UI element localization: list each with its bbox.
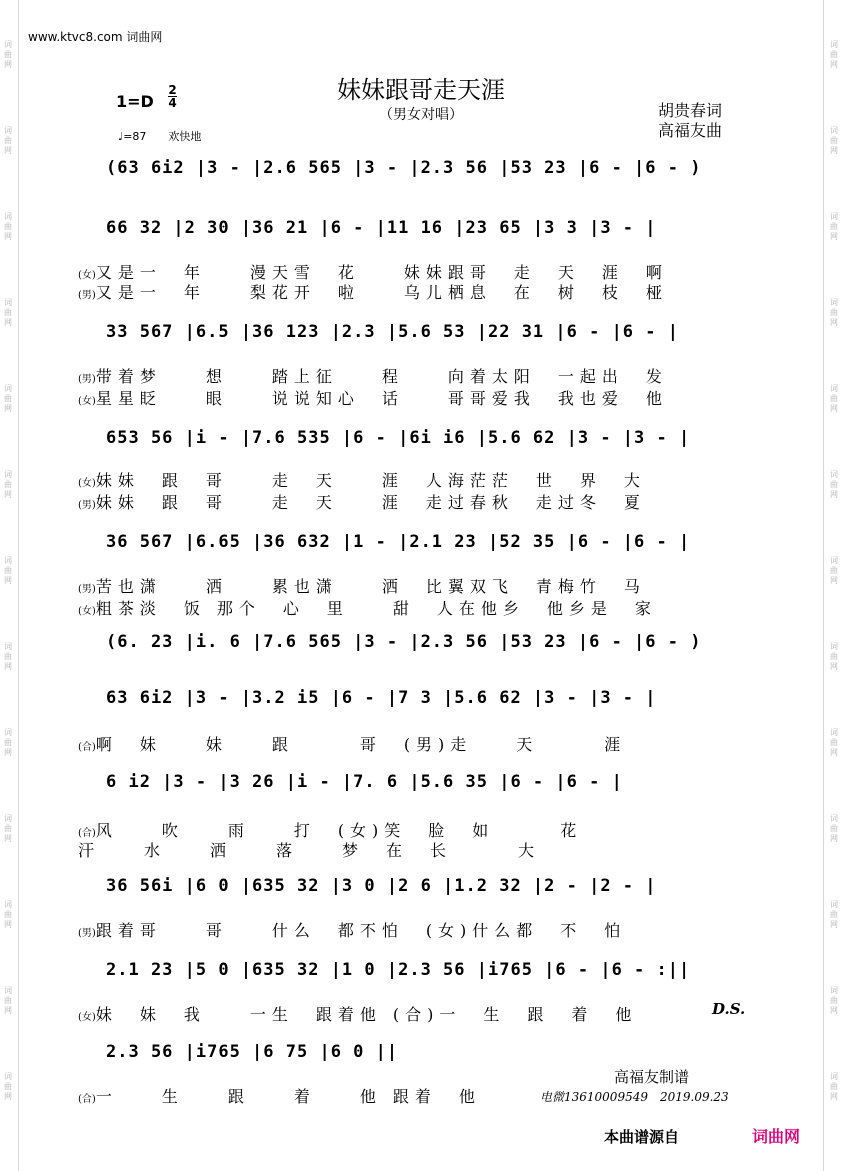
time-sig-top: 2: [168, 83, 177, 97]
watermark-text: 词曲网: [830, 986, 838, 1015]
lyric-text: 妹妹 跟 哥 走 天 涯 人海茫茫 世 界 大: [95, 471, 646, 490]
watermark-text: 词曲网: [4, 1072, 12, 1101]
singer-tag: (男): [78, 928, 96, 939]
lyric-text: 妹妹 跟 哥 走 天 涯 走过春秋 走过冬 夏: [95, 493, 646, 512]
song-subtitle: （男女对唱）: [379, 107, 463, 123]
lyric-text: 粗茶淡 饭 那个 心 里 甜 人在他乡 他乡是 家: [95, 599, 657, 618]
lyric-line: [78, 596, 718, 619]
lyric-line: [78, 386, 718, 409]
lyric-text: 跟着哥 哥 什么 都不怕 (女)什么都 不 怕: [95, 921, 627, 940]
watermark-text: 词曲网: [830, 40, 838, 69]
lyric-line: [78, 1002, 718, 1025]
notation-row: 2.3 56 |i765 |6 75 |6 0 ||: [106, 1042, 399, 1062]
singer-tag: (男): [78, 584, 96, 595]
singer-tag: (合): [78, 1094, 96, 1105]
contact-info: 电微13610009549 2019.09.23: [540, 1090, 729, 1104]
song-title: 妹妹跟哥走天涯: [337, 76, 505, 104]
watermark-text: 词曲网: [4, 212, 12, 241]
watermark-text: 词曲网: [830, 126, 838, 155]
notation-row: 2.1 23 |5 0 |635 32 |1 0 |2.3 56 |i765 |6 - |6 - :||: [106, 960, 691, 980]
notation-row: (6. 23 |i. 6 |7.6 565 |3 - |2.3 56 |53 23 |6 - |6 - ): [106, 632, 702, 652]
watermark-text: 词曲网: [830, 384, 838, 413]
singer-tag: (女): [78, 606, 96, 617]
watermark-text: 词曲网: [4, 126, 12, 155]
singer-tag: (合): [78, 742, 96, 753]
watermark-text: 词曲网: [830, 1072, 838, 1101]
watermark-text: 词曲网: [4, 384, 12, 413]
lyric-line: [78, 364, 718, 387]
watermark-text: 词曲网: [4, 986, 12, 1015]
notation-row: 63 6i2 |3 - |3.2 i5 |6 - |7 3 |5.6 62 |3 - |3 - |: [106, 688, 657, 708]
lyric-text: 啊 妹 妹 跟 哥 (男)走 天 涯: [95, 735, 627, 754]
lyric-line: [78, 918, 718, 941]
time-signature: [168, 84, 177, 109]
singer-tag: (女): [78, 396, 96, 407]
watermark-text: 词曲网: [830, 298, 838, 327]
source-label: 本曲谱源自: [604, 1128, 680, 1146]
singer-tag: (女): [78, 270, 96, 281]
notation-row: 66 32 |2 30 |36 21 |6 - |11 16 |23 65 |3 3 |3 - |: [106, 218, 657, 238]
lyric-line: [78, 574, 718, 597]
lyric-line: [78, 280, 718, 303]
tempo-marking: ♩=87 欢快地: [118, 130, 202, 143]
notation-row: 33 567 |6.5 |36 123 |2.3 |5.6 53 |22 31 |6 - |6 - |: [106, 322, 679, 342]
singer-tag: (男): [78, 374, 96, 385]
watermark-text: 词曲网: [4, 900, 12, 929]
time-sig-bottom: 4: [168, 96, 177, 110]
lyric-text: 妹 妹 我 一生 跟着他 (合)一 生 跟 着 他: [95, 1005, 638, 1024]
watermark-text: 词曲网: [4, 470, 12, 499]
ds-mark: D.S.: [712, 1000, 746, 1018]
lyric-text: 苦也潇 洒 累也潇 洒 比翼双飞 青梅竹 马: [95, 577, 646, 596]
lyric-text: 星星眨 眼 说说知心 话 哥哥爱我 我也爱 他: [95, 389, 668, 408]
lyric-line: [78, 490, 718, 513]
watermark-text: 词曲网: [830, 556, 838, 585]
singer-tag: (女): [78, 478, 96, 489]
notation-row: (63 6i2 |3 - |2.6 565 |3 - |2.3 56 |53 23 |6 - |6 - ): [106, 158, 702, 178]
lyric-line: [78, 838, 718, 861]
watermark-text: 词曲网: [4, 642, 12, 671]
notation-row: 6 i2 |3 - |3 26 |i - |7. 6 |5.6 35 |6 - |6 - |: [106, 772, 623, 792]
watermark-text: 词曲网: [830, 642, 838, 671]
watermark-text: 词曲网: [830, 212, 838, 241]
notation-row: 653 56 |i - |7.6 535 |6 - |6i i6 |5.6 62 |3 - |3 - |: [106, 428, 691, 448]
singer-tag: (女): [78, 1012, 96, 1023]
watermark-text: 词曲网: [830, 900, 838, 929]
singer-tag: (合): [78, 828, 96, 839]
brand-logo[interactable]: 词曲网: [752, 1127, 801, 1146]
lyric-text: 带着梦 想 踏上征 程 向着太阳 一起出 发: [95, 367, 668, 386]
lyric-text: 又是一 年 梨花开 啦 乌儿栖息 在 树 枝 桠: [95, 283, 668, 302]
site-url[interactable]: www.ktvc8.com 词曲网: [28, 30, 163, 44]
lyric-text: 风 吹 雨 打 (女)笑 脸 如 花: [95, 821, 583, 840]
watermark-text: 词曲网: [4, 728, 12, 757]
key-signature: 1=D: [116, 92, 154, 111]
composer-credit: 高福友曲: [657, 121, 722, 140]
watermark-text: 词曲网: [4, 298, 12, 327]
lyric-text: 一 生 跟 着 他 跟着 他: [95, 1087, 481, 1106]
lyric-text: 汗 水 洒 落 梦 在 长 大: [78, 841, 541, 860]
watermark-text: 词曲网: [4, 556, 12, 585]
lyric-line: [78, 468, 718, 491]
watermark-text: 词曲网: [830, 728, 838, 757]
arranger-credit: 高福友制谱: [614, 1068, 690, 1086]
watermark-text: 词曲网: [4, 40, 12, 69]
watermark-text: 词曲网: [830, 470, 838, 499]
lyric-line: [78, 732, 718, 755]
watermark-text: 词曲网: [4, 814, 12, 843]
notation-row: 36 567 |6.65 |36 632 |1 - |2.1 23 |52 35 |6 - |6 - |: [106, 532, 691, 552]
watermark-text: 词曲网: [830, 814, 838, 843]
lyricist-credit: 胡贵春词: [657, 101, 722, 120]
lyric-text: 又是一 年 漫天雪 花 妹妹跟哥 走 天 涯 啊: [95, 263, 668, 282]
singer-tag: (男): [78, 290, 96, 301]
notation-row: 36 56i |6 0 |635 32 |3 0 |2 6 |1.2 32 |2 - |2 - |: [106, 876, 657, 896]
singer-tag: (男): [78, 500, 96, 511]
